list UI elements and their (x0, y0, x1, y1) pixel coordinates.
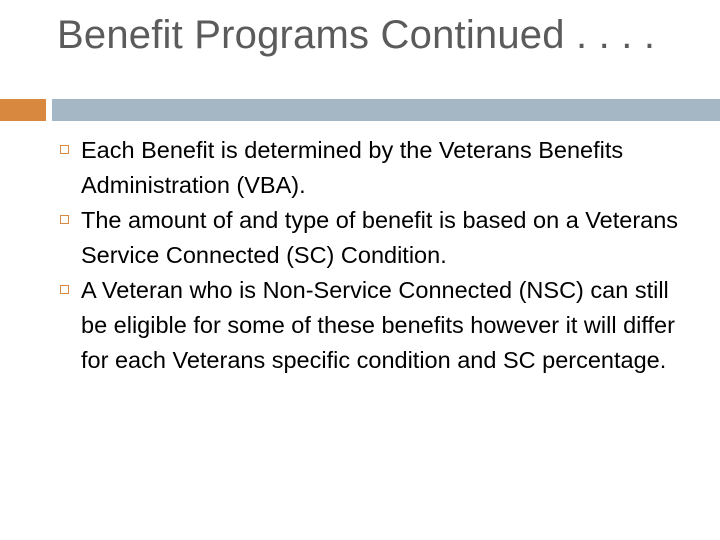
bullet-item (0, 273, 720, 378)
slide-title: Benefit Programs Continued . . . . (57, 13, 656, 57)
bullet-text: The amount of and type of benefit is based on a Veterans Service Connected (SC) Condition. (81, 207, 679, 268)
title-rule-bar (52, 99, 720, 121)
hollow-square-bullet-icon (60, 215, 69, 224)
hollow-square-bullet-icon (60, 285, 69, 294)
bullet-text: A Veteran who is Non-Service Connected (NSC) can still be eligible for some of these benefits however it will differ for each Veterans specific condition and SC percentage. (81, 277, 675, 373)
accent-bar (0, 99, 46, 121)
bullet-list (0, 133, 720, 378)
hollow-square-bullet-icon (60, 145, 69, 154)
bullet-text: Each Benefit is determined by the Veterans Benefits Administration (VBA). (81, 137, 624, 198)
bullet-item (0, 203, 720, 273)
bullet-item (0, 133, 720, 203)
